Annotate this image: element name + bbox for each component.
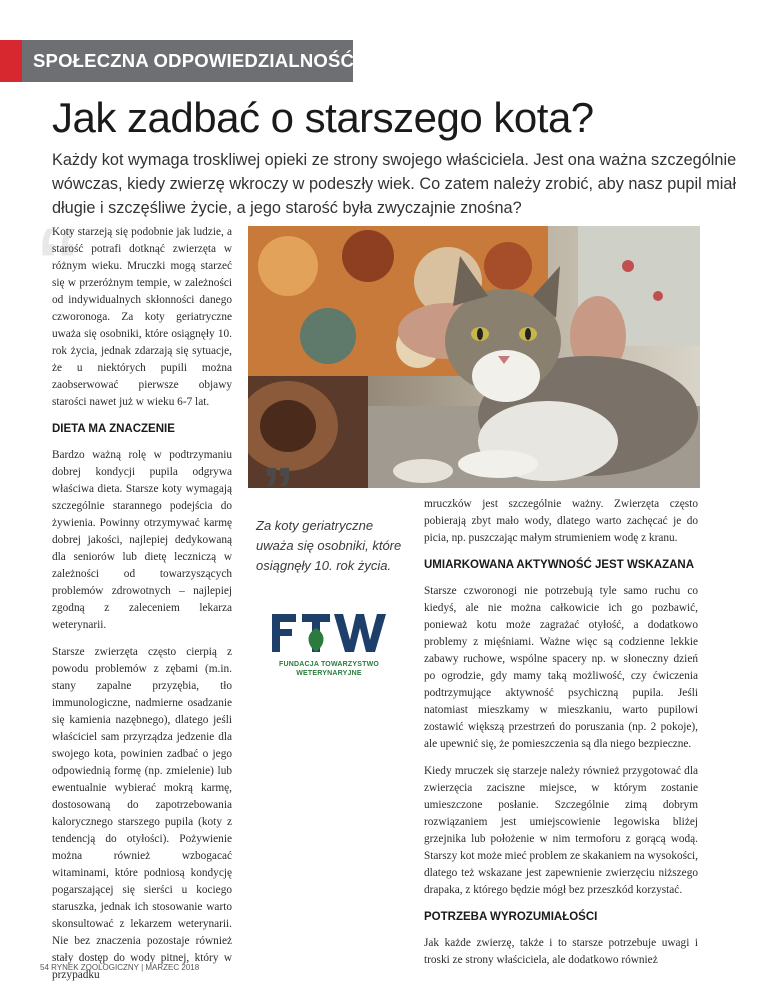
activity-paragraph-2: Kiedy mruczek się starzeje należy również przygotować dla zwierzęcia zaciszne miejsce, w którym zostanie umieszczone posłanie. Szczególnie zimą dobrym rozwiązaniem jest umiejscowienie legowiska bliżej grzejnika lub położenie w nim termoforu z gorącą wodą. Starszy kot może mieć problem ze skakaniem na wysokości, dlatego też wskazane jest zapewnienie zwierzęciu niższego drapaka, z którego będzie mógł bez przeszkód korzystać. (424, 765, 698, 896)
ftw-logo (266, 608, 392, 680)
understanding-paragraph-1: Jak każde zwierzę, także i to starsze potrzebuje uwagi i troski ze strony właściciela, ale dodatkowo również (424, 937, 698, 966)
page-footer: 54 RYNEK ZOOLOGICZNY | MARZEC 2018 (40, 963, 200, 972)
diet-paragraph-2: Starsze zwierzęta często cierpią z powodu problemów z zębami (m.in. stany zapalne przyzębia, tło immunologiczne, nadmierne osadzanie się kamienia nazębnego), dlatego jeśli właściciel sam przyrządza jedzenie dla swojego kota, powinien zadbać o jego odpowiednią formę (np. zmielenie) lub ewentualnie wybierać mokrą karmę, dostosowaną do zapotrzebowania kalorycznego starszego pupila (koty z tendencją do otyłości). Pożywienie można również wzbogacać witaminami, które podniosą kondycję pogarszającej się sierści u kociego staruszka, jednak ich stosowanie warto skonsultować z lekarzem weterynarii. Nie bez znaczenia pozostaje również stały dostęp do wody pitnej, który w przypadku (52, 646, 232, 981)
section-tag-accent (0, 40, 22, 82)
cat-photo (248, 226, 700, 488)
activity-heading: UMIARKOWANA AKTYWNOŚĆ JEST WSKAZANA (424, 559, 695, 571)
pullquote-icon: ” (262, 454, 294, 526)
article-column-right (424, 496, 698, 979)
logo-line-2: WETERYNARYJNE (296, 670, 362, 677)
article-column-left (52, 224, 232, 994)
logo-line-1: FUNDACJA TOWARZYSTWO (278, 661, 380, 668)
activity-paragraph-1: Starsze czworonogi nie potrzebują tyle samo ruchu co kiedyś, ale nie można całkowicie ich go pozbawić, ponieważ kotu może zagrażać otyłość, a dodatkowo problemy z mięśniami. Ważne więc są codzienne lekkie zabawy ruchowe, wspólne spacery np. w słoneczny dzień po ogrodzie, gdy mamy taką możliwość, czy ćwiczenia podtrzymujące aktywność psychiczną pupila. Jeśli natomiast mieszkamy w mieszkaniu, warto pupilowi zostawić większą przestrzeń do poruszania (np. 2 pokoje), ale upewnić się, że pomieszczenia są dla niego bezpieczne. (424, 585, 698, 750)
section-tag (0, 40, 353, 82)
diet-paragraph-2-continued: mruczków jest szczególnie ważny. Zwierzęta często pobierają zbyt mało wody, dlatego warto zachęcać je do picia, np. puszczając małym strumieniem wodę z kranu. (424, 498, 698, 544)
pullquote-text: Za koty geriatryczne uważa się osobniki, które osiągnęły 10. rok życia. (256, 518, 402, 573)
diet-heading: DIETA MA ZNACZENIE (52, 423, 175, 435)
ftw-logo-mark (266, 608, 392, 658)
section-label: SPOŁECZNA ODPOWIEDZIALNOŚĆ (33, 50, 355, 71)
cat-photo-illustration (248, 226, 700, 488)
article-lead: Każdy kot wymaga troskliwej opieki ze strony swojego właściciela. Jest ona ważna szczególnie wówczas, kiedy zwierzę wkroczy w podeszły wiek. Co zatem należy zrobić, aby nasz pupil miał długie i szczęśliwe życie, a jego starość była zwyczajnie znośna? (52, 151, 737, 217)
decorative-quote-icon: “ (38, 203, 78, 337)
understanding-heading: POTRZEBA WYROZUMIAŁOŚCI (424, 911, 598, 923)
diet-paragraph-1: Bardzo ważną rolę w podtrzymaniu dobrej kondycji pupila odgrywa właściwa dieta. Starsze koty wymagają szczególnie starannego podejścia do żywienia. Powinny otrzymywać karmę dobrej jakości, najlepiej dedykowaną dla seniorów lub dietę leczniczą w zależności od towarzyszących problemów zdrowotnych – najlepiej zgodną z zaleceniem lekarza weterynarii. (52, 449, 232, 631)
intro-paragraph: Koty starzeją się podobnie jak ludzie, a starość potrafi dotknąć zwierzęta w różnym wieku. Mruczki mogą starzeć się w przeróżnym tempie, w zależności od indywidualnych skłonności danego czworonoga. Za koty geriatryczne uważa się osobniki, które osiągnęły 10. rok życia, jednak zdarzają się sytuacje, że u niektórych pupili można zaobserwować pierwsze objawy starości nawet już w wieku 6-7 lat. (52, 226, 232, 408)
article-title: Jak zadbać o starszego kota? (52, 94, 594, 141)
